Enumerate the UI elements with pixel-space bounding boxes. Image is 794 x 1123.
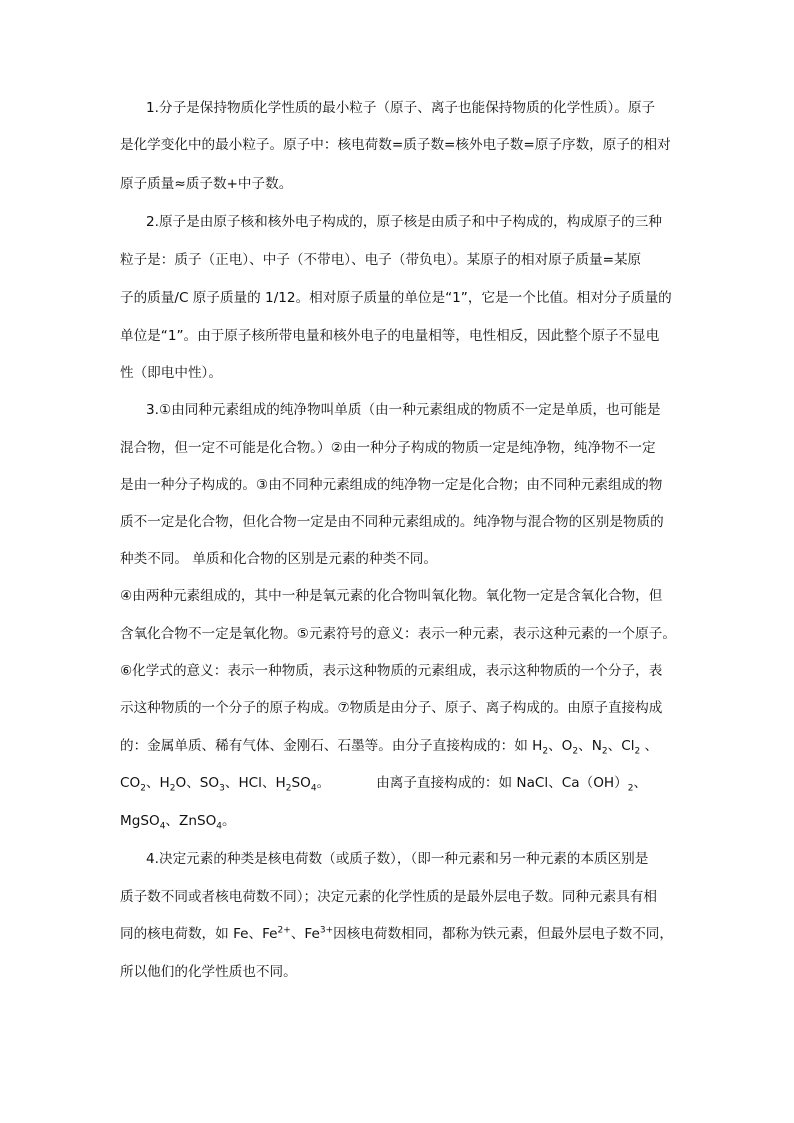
formula-text: 由离子直接构成的：如 NaCl、Ca（OH）	[376, 775, 628, 791]
formula-text: 。	[316, 775, 331, 791]
paragraph-3-line-8: ⑥化学式的意义：表示一种物质，表示这种物质的元素组成，表示这种物质的一个分子，表	[120, 663, 663, 679]
paragraph-2-line-3: 子的质量/C 原子质量的 1/12。相对原子质量的单位是“1”，它是一个比值。相对分子质量的	[120, 290, 672, 306]
line-text: 因核电荷数相同，都称为铁元素，但最外层电子数不同，	[333, 926, 673, 942]
paragraph-3-line-10	[120, 734, 680, 758]
line-text: 同的核电荷数，如 Fe、Fe	[120, 926, 278, 942]
formula-text: 、Fe	[290, 926, 320, 942]
paragraph-3-line-4: 质不一定是化合物，但化合物一定是由不同种元素组成的。纯净物与混合物的区别是物质的	[120, 514, 664, 530]
superscript: 3+	[319, 925, 334, 936]
paragraph-3-line-11	[120, 771, 680, 795]
subscript: 2	[634, 746, 641, 757]
paragraph-4-line-1: 4.决定元素的种类是核电荷数（或质子数），（即一种元素和另一种元素的本质区别是	[146, 851, 649, 867]
formula-text: 、HCl、H	[224, 775, 286, 791]
paragraph-2-line-4: 单位是“1”。由于原子核所带电量和核外电子的电量相等，电性相反，因此整个原子不显电	[120, 328, 660, 344]
subscript: 2	[572, 746, 579, 757]
superscript: 2+	[277, 925, 291, 936]
formula-text: CO	[120, 775, 141, 791]
paragraph-4-line-2: 质子数不同或者核电荷数不同）；决定元素的化学性质的是最外层电子数。同种元素具有相	[120, 889, 657, 905]
paragraph-1-line-1: 1.分子是保持物质化学性质的最小粒子（原子、离子也能保持物质的化学性质）。原子	[146, 100, 656, 116]
paragraph-4-line-4: 所以他们的化学性质也不同。	[120, 964, 297, 980]
formula-text: 、	[640, 738, 659, 754]
paragraph-3-line-6: ④由两种元素组成的，其中一种是氧元素的化合物叫氧化物。氧化物一定是含氧化合物，但	[120, 588, 663, 604]
formula-text: 、H	[145, 775, 170, 791]
subscript: 2	[542, 746, 549, 757]
line-text: 的：金属单质、稀有气体、金刚石、石墨等。由分子直接构成的：如 H	[120, 738, 543, 754]
subscript: 2	[169, 783, 176, 794]
paragraph-2-line-1: 2.原子是由原子核和核外电子构成的，原子核是由质子和中子构成的，构成原子的三种	[146, 214, 662, 230]
formula-text: 。	[222, 813, 236, 829]
subscript: 2	[285, 783, 292, 794]
paragraph-4-line-3	[120, 922, 680, 946]
paragraph-3-line-9: 示这种物质的一个分子的原子构成。⑦物质是由分子、原子、离子构成的。由原子直接构成	[120, 700, 663, 716]
formula-text: 、Cl	[607, 738, 635, 754]
paragraph-2-line-2: 粒子是：质子（正电）、中子（不带电）、电子（带负电）。某原子的相对原子质量=某原	[120, 252, 642, 268]
formula-text: 、	[633, 775, 648, 791]
paragraph-3-line-12	[120, 809, 680, 833]
formula-text: SO	[291, 775, 311, 791]
formula-text: 、ZnSO	[165, 813, 217, 829]
formula-text: 、O	[548, 738, 573, 754]
paragraph-3-line-7: 含氧化合物不一定是氧化物。⑤元素符号的意义：表示一种元素，表示这种元素的一个原子。	[120, 626, 676, 642]
subscript: 3	[219, 783, 225, 794]
subscript: 4	[310, 783, 317, 794]
formula-text: MgSO	[120, 813, 160, 829]
formula-text: O、SO	[175, 775, 220, 791]
paragraph-3-line-3: 是由一种分子构成的。③由不同种元素组成的纯净物一定是化合物；由不同种元素组成的物	[120, 477, 663, 493]
paragraph-1-line-3: 原子质量≈质子数+中子数。	[120, 176, 293, 192]
subscript: 2	[627, 783, 634, 794]
subscript: 4	[216, 821, 223, 832]
subscript: 4	[159, 821, 166, 832]
subscript: 2	[140, 783, 146, 794]
formula-text: 、N	[578, 738, 602, 754]
paragraph-2-line-5: 性（即电中性）。	[120, 365, 222, 381]
paragraph-3-line-5: 种类不同。 单质和化合物的区别是元素的种类不同。	[120, 551, 437, 567]
paragraph-3-line-1: 3.①由同种元素组成的纯净物叫单质（由一种元素组成的物质不一定是单质，也可能是	[146, 402, 661, 418]
subscript: 2	[601, 746, 608, 757]
paragraph-1-line-2: 是化学变化中的最小粒子。原子中：核电荷数=质子数=核外电子数=原子序数，原子的相对	[120, 137, 671, 153]
paragraph-3-line-2: 混合物，但一定不可能是化合物。）②由一种分子构成的物质一定是纯净物，纯净物不一定	[120, 440, 656, 456]
